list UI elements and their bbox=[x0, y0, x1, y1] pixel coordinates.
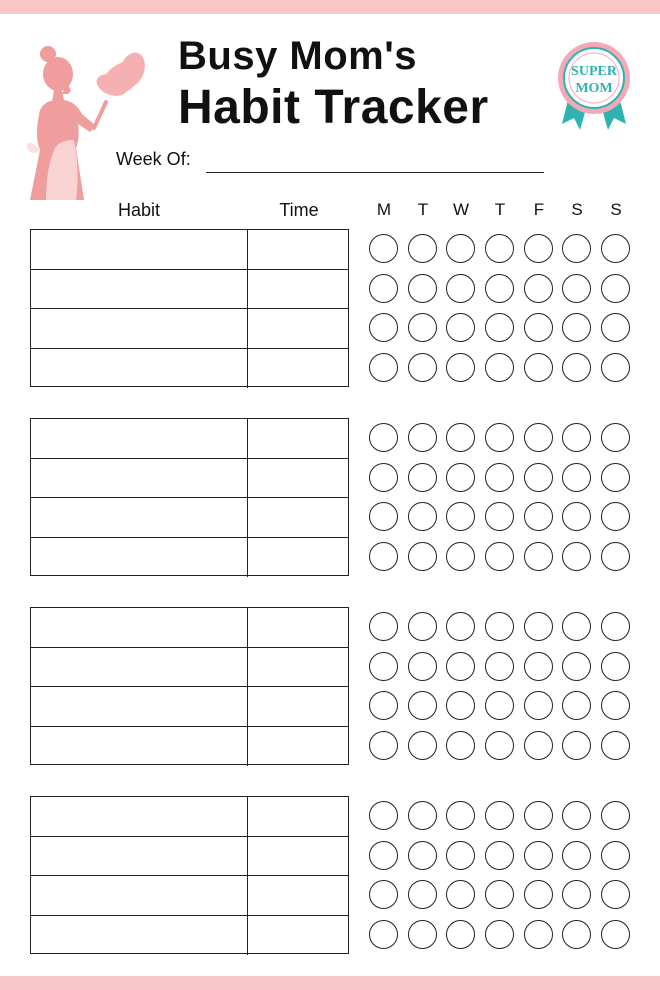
day-checkbox-circle[interactable] bbox=[446, 313, 475, 342]
table-row bbox=[31, 608, 348, 648]
time-cell[interactable] bbox=[248, 916, 348, 956]
day-checkbox-circle[interactable] bbox=[601, 234, 630, 263]
badge-line1: SUPER bbox=[571, 64, 617, 79]
day-checkbox-circle[interactable] bbox=[446, 841, 475, 870]
time-cell[interactable] bbox=[248, 459, 348, 498]
day-checkbox-circle[interactable] bbox=[601, 841, 630, 870]
day-checkbox-circle[interactable] bbox=[601, 423, 630, 452]
habit-cell[interactable] bbox=[31, 687, 248, 726]
day-checkbox-circle[interactable] bbox=[601, 463, 630, 492]
habit-cell[interactable] bbox=[31, 459, 248, 498]
day-checkbox-circle[interactable] bbox=[562, 353, 591, 382]
day-checkbox-circle[interactable] bbox=[369, 841, 398, 870]
habit-column-header: Habit bbox=[117, 200, 161, 220]
day-checkbox-circle[interactable] bbox=[562, 542, 591, 571]
habit-group-1 bbox=[30, 229, 349, 387]
day-checkbox-circle[interactable] bbox=[446, 274, 475, 303]
day-checkbox-circle[interactable] bbox=[524, 542, 553, 571]
time-cell[interactable] bbox=[248, 419, 348, 458]
day-checkbox-circle[interactable] bbox=[562, 274, 591, 303]
day-checkbox-circle[interactable] bbox=[562, 234, 591, 263]
habit-cell[interactable] bbox=[31, 797, 248, 836]
day-checkbox-circle[interactable] bbox=[446, 880, 475, 909]
day-checkbox-circle[interactable] bbox=[601, 502, 630, 531]
day-checkbox-circle[interactable] bbox=[369, 313, 398, 342]
day-checkbox-circle[interactable] bbox=[446, 920, 475, 949]
day-checkbox-circle[interactable] bbox=[562, 652, 591, 681]
day-checkbox-circle[interactable] bbox=[369, 691, 398, 720]
day-checkbox-circle[interactable] bbox=[562, 423, 591, 452]
day-checkbox-circle[interactable] bbox=[562, 502, 591, 531]
day-checkbox-circle[interactable] bbox=[408, 612, 437, 641]
day-header-6: S bbox=[610, 200, 622, 219]
day-checkbox-circle[interactable] bbox=[369, 463, 398, 492]
time-cell[interactable] bbox=[248, 648, 348, 687]
habit-cell[interactable] bbox=[31, 230, 248, 269]
day-checkbox-circle[interactable] bbox=[524, 353, 553, 382]
day-checkbox-circle[interactable] bbox=[524, 920, 553, 949]
day-checkbox-circle[interactable] bbox=[369, 612, 398, 641]
day-checkbox-circle[interactable] bbox=[524, 731, 553, 760]
day-checkbox-circle[interactable] bbox=[485, 274, 514, 303]
day-checkbox-circle[interactable] bbox=[485, 691, 514, 720]
table-row bbox=[31, 349, 348, 389]
day-checkbox-circle[interactable] bbox=[485, 502, 514, 531]
day-checkbox-circle[interactable] bbox=[408, 234, 437, 263]
habit-cell[interactable] bbox=[31, 727, 248, 767]
day-checkbox-circle[interactable] bbox=[408, 691, 437, 720]
table-row bbox=[31, 648, 348, 688]
day-checkbox-circle[interactable] bbox=[408, 841, 437, 870]
table-row bbox=[31, 837, 348, 877]
day-checkbox-circle[interactable] bbox=[408, 920, 437, 949]
day-checkbox-circle[interactable] bbox=[369, 542, 398, 571]
habit-cell[interactable] bbox=[31, 648, 248, 687]
habit-cell[interactable] bbox=[31, 270, 248, 309]
day-checkbox-circle[interactable] bbox=[446, 353, 475, 382]
day-checkbox-circle[interactable] bbox=[485, 731, 514, 760]
day-checkbox-circle[interactable] bbox=[446, 542, 475, 571]
time-cell[interactable] bbox=[248, 309, 348, 348]
time-cell[interactable] bbox=[248, 498, 348, 537]
time-cell[interactable] bbox=[248, 349, 348, 389]
day-checkbox-circle[interactable] bbox=[369, 353, 398, 382]
day-checkbox-circle[interactable] bbox=[524, 801, 553, 830]
table-row bbox=[31, 419, 348, 459]
day-checkbox-circle[interactable] bbox=[369, 731, 398, 760]
habit-cell[interactable] bbox=[31, 419, 248, 458]
table-row bbox=[31, 916, 348, 956]
top-accent-bar bbox=[0, 0, 660, 14]
day-checkbox-circle[interactable] bbox=[369, 801, 398, 830]
day-header-4: F bbox=[533, 200, 545, 219]
time-cell[interactable] bbox=[248, 837, 348, 876]
day-checkbox-circle[interactable] bbox=[524, 652, 553, 681]
title-line1: Busy Mom's bbox=[178, 34, 418, 78]
day-header-2: W bbox=[452, 200, 470, 219]
day-checkbox-circle[interactable] bbox=[485, 234, 514, 263]
day-checkbox-circle[interactable] bbox=[562, 691, 591, 720]
habit-group-2 bbox=[30, 418, 349, 576]
day-checkbox-circle[interactable] bbox=[408, 313, 437, 342]
day-checkbox-circle[interactable] bbox=[408, 801, 437, 830]
day-checkbox-circle[interactable] bbox=[601, 542, 630, 571]
table-row bbox=[31, 230, 348, 270]
table-row bbox=[31, 270, 348, 310]
day-checkbox-circle[interactable] bbox=[562, 731, 591, 760]
table-row bbox=[31, 498, 348, 538]
day-header-3: T bbox=[494, 200, 506, 219]
day-checkbox-circle[interactable] bbox=[408, 274, 437, 303]
day-checkbox-circle[interactable] bbox=[446, 612, 475, 641]
day-checkbox-circle[interactable] bbox=[485, 463, 514, 492]
day-checkbox-circle[interactable] bbox=[369, 234, 398, 263]
habit-cell[interactable] bbox=[31, 876, 248, 915]
table-row bbox=[31, 459, 348, 499]
table-row bbox=[31, 538, 348, 578]
day-checkbox-circle[interactable] bbox=[485, 920, 514, 949]
day-checkbox-circle[interactable] bbox=[562, 801, 591, 830]
day-checkbox-circle[interactable] bbox=[369, 652, 398, 681]
bottom-accent-bar bbox=[0, 976, 660, 990]
day-checkbox-circle[interactable] bbox=[485, 841, 514, 870]
day-checkbox-circle[interactable] bbox=[485, 801, 514, 830]
day-checkbox-circle[interactable] bbox=[485, 353, 514, 382]
day-checkbox-circle[interactable] bbox=[408, 652, 437, 681]
day-header-1: T bbox=[417, 200, 429, 219]
day-checkbox-circle[interactable] bbox=[408, 880, 437, 909]
table-row bbox=[31, 687, 348, 727]
day-checkbox-circle[interactable] bbox=[562, 463, 591, 492]
mom-silhouette-icon bbox=[24, 40, 154, 200]
day-checkbox-circle[interactable] bbox=[408, 542, 437, 571]
day-checkbox-circle[interactable] bbox=[524, 841, 553, 870]
day-checkbox-circle[interactable] bbox=[524, 234, 553, 263]
day-checkbox-circle[interactable] bbox=[369, 920, 398, 949]
table-row bbox=[31, 797, 348, 837]
habit-cell[interactable] bbox=[31, 916, 248, 956]
day-checkbox-circle[interactable] bbox=[485, 313, 514, 342]
day-checkbox-circle[interactable] bbox=[485, 542, 514, 571]
day-checkbox-circle[interactable] bbox=[408, 423, 437, 452]
day-checkbox-circle[interactable] bbox=[485, 880, 514, 909]
day-checkbox-circle[interactable] bbox=[408, 502, 437, 531]
time-cell[interactable] bbox=[248, 270, 348, 309]
week-of-label: Week Of: bbox=[116, 149, 191, 169]
day-checkbox-circle[interactable] bbox=[369, 502, 398, 531]
time-cell[interactable] bbox=[248, 608, 348, 647]
day-checkbox-circle[interactable] bbox=[601, 353, 630, 382]
day-checkbox-circle[interactable] bbox=[524, 274, 553, 303]
habit-cell[interactable] bbox=[31, 349, 248, 389]
time-cell[interactable] bbox=[248, 230, 348, 269]
day-checkbox-circle[interactable] bbox=[524, 691, 553, 720]
time-cell[interactable] bbox=[248, 538, 348, 578]
day-checkbox-circle[interactable] bbox=[601, 612, 630, 641]
day-checkbox-circle[interactable] bbox=[601, 274, 630, 303]
day-checkbox-circle[interactable] bbox=[601, 880, 630, 909]
day-checkbox-circle[interactable] bbox=[562, 841, 591, 870]
day-checkbox-circle[interactable] bbox=[601, 801, 630, 830]
day-checkbox-circle[interactable] bbox=[562, 880, 591, 909]
day-checkbox-circle[interactable] bbox=[369, 274, 398, 303]
badge-line2: MOM bbox=[575, 81, 613, 96]
habit-group-4 bbox=[30, 796, 349, 954]
day-checkbox-circle[interactable] bbox=[446, 234, 475, 263]
day-checkbox-circle[interactable] bbox=[408, 353, 437, 382]
day-checkbox-circle[interactable] bbox=[601, 313, 630, 342]
day-checkbox-circle[interactable] bbox=[446, 463, 475, 492]
day-checkbox-circle[interactable] bbox=[601, 920, 630, 949]
day-checkbox-circle[interactable] bbox=[601, 652, 630, 681]
table-row bbox=[31, 309, 348, 349]
time-cell[interactable] bbox=[248, 797, 348, 836]
day-checkbox-circle[interactable] bbox=[524, 502, 553, 531]
time-column-header: Time bbox=[279, 200, 319, 220]
day-checkbox-circle[interactable] bbox=[562, 612, 591, 641]
day-checkbox-circle[interactable] bbox=[446, 652, 475, 681]
day-checkbox-circle[interactable] bbox=[562, 313, 591, 342]
day-checkbox-circle[interactable] bbox=[369, 423, 398, 452]
day-checkbox-circle[interactable] bbox=[446, 423, 475, 452]
day-checkbox-circle[interactable] bbox=[446, 801, 475, 830]
super-mom-badge-icon bbox=[556, 40, 632, 132]
day-checkbox-circle[interactable] bbox=[408, 463, 437, 492]
day-checkbox-circle[interactable] bbox=[524, 880, 553, 909]
day-checkbox-circle[interactable] bbox=[524, 423, 553, 452]
day-header-0: M bbox=[376, 200, 392, 219]
day-checkbox-circle[interactable] bbox=[485, 423, 514, 452]
habit-cell[interactable] bbox=[31, 608, 248, 647]
day-checkbox-circle[interactable] bbox=[485, 612, 514, 641]
week-of-input-line[interactable] bbox=[206, 172, 544, 173]
habit-cell[interactable] bbox=[31, 837, 248, 876]
habit-group-3 bbox=[30, 607, 349, 765]
title-line2: Habit Tracker bbox=[178, 81, 489, 134]
day-checkbox-circle[interactable] bbox=[408, 731, 437, 760]
table-row bbox=[31, 727, 348, 767]
day-checkbox-circle[interactable] bbox=[446, 502, 475, 531]
day-checkbox-circle[interactable] bbox=[601, 691, 630, 720]
day-checkbox-circle[interactable] bbox=[601, 731, 630, 760]
habit-cell[interactable] bbox=[31, 498, 248, 537]
day-checkbox-circle[interactable] bbox=[446, 731, 475, 760]
day-checkbox-circle[interactable] bbox=[369, 880, 398, 909]
day-checkbox-circle[interactable] bbox=[524, 463, 553, 492]
day-checkbox-circle[interactable] bbox=[446, 691, 475, 720]
time-cell[interactable] bbox=[248, 727, 348, 767]
day-checkbox-circle[interactable] bbox=[524, 313, 553, 342]
time-cell[interactable] bbox=[248, 687, 348, 726]
day-checkbox-circle[interactable] bbox=[562, 920, 591, 949]
habit-cell[interactable] bbox=[31, 309, 248, 348]
day-checkbox-circle[interactable] bbox=[524, 612, 553, 641]
table-row bbox=[31, 876, 348, 916]
day-header-5: S bbox=[571, 200, 583, 219]
day-checkbox-circle[interactable] bbox=[485, 652, 514, 681]
habit-cell[interactable] bbox=[31, 538, 248, 578]
time-cell[interactable] bbox=[248, 876, 348, 915]
